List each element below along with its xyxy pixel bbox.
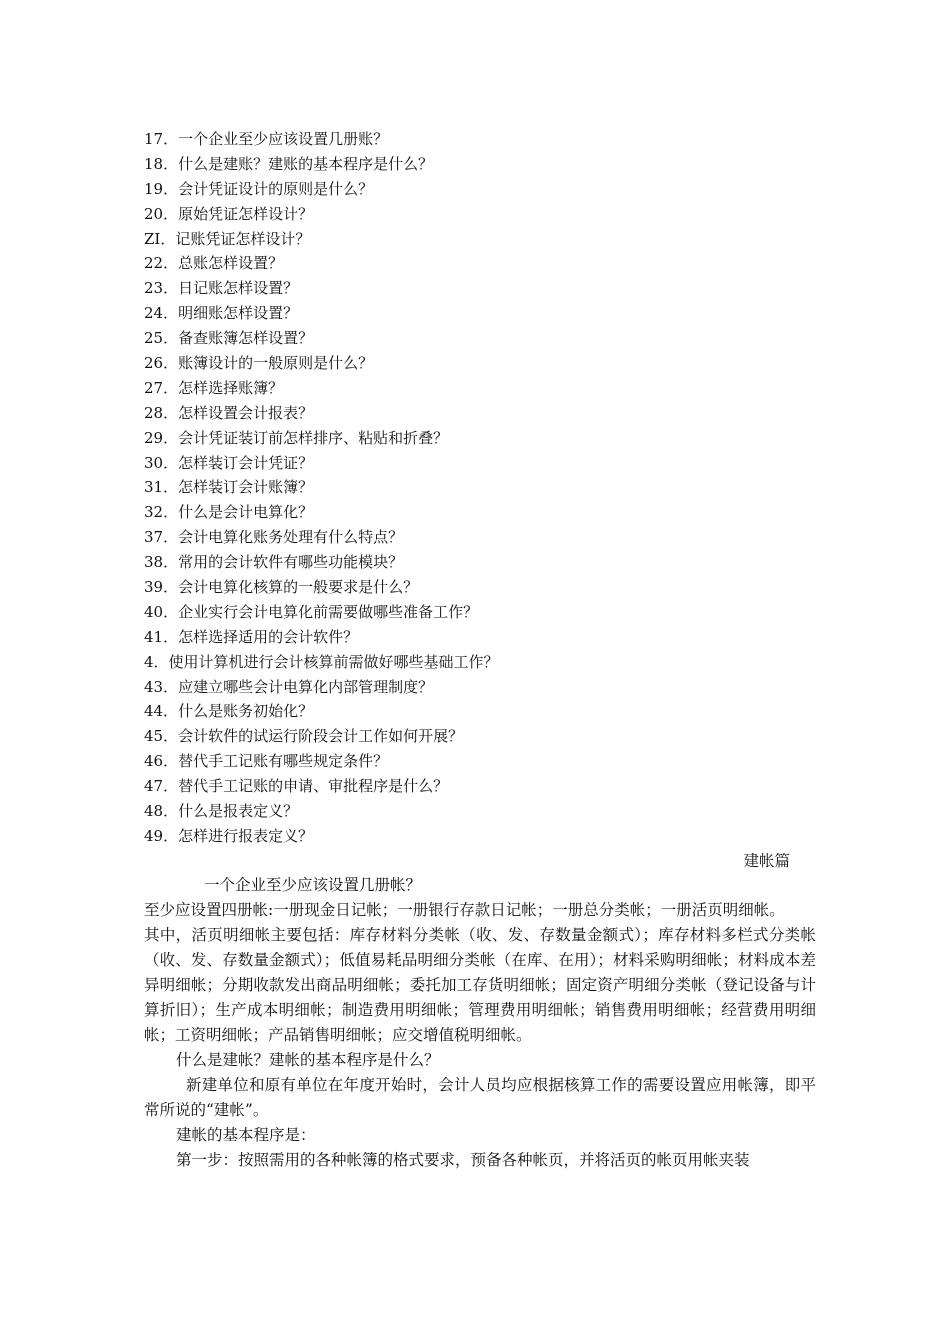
question-item: 20．原始凭证怎样设计？ <box>144 204 314 223</box>
question-item: 39．会计电算化核算的一般要求是什么？ <box>144 578 419 597</box>
question-heading: 一个企业至少应该设置几册帐？ <box>204 876 422 894</box>
question-item: 37．会计电算化账务处理有什么特点？ <box>144 528 404 547</box>
answer-paragraph: 至少应设置四册帐:一册现金日记帐；一册银行存款日记帐；一册总分类帐；一册活页明细帐。 <box>144 901 785 919</box>
step-paragraph: 第一步：按照需用的各种帐簿的格式要求，预备各种帐页，并将活页的帐页用帐夹装 <box>176 1151 750 1169</box>
question-item: 23．日记账怎样设置？ <box>144 279 299 298</box>
answer-paragraph: 新建单位和原有单位在年度开始时，会计人员均应根据核算工作的需要设置应用帐簿，即平常所说的“建帐”。 <box>144 1076 816 1119</box>
section-body <box>144 873 816 1173</box>
question-item: ZI．记账凭证怎样设计？ <box>144 229 311 248</box>
question-item: 46．替代手工记账有哪些规定条件？ <box>144 752 389 771</box>
question-item: 47．替代手工记账的申请、审批程序是什么？ <box>144 777 449 796</box>
answer-detail-paragraph: 其中，活页明细帐主要包括：库存材料分类帐（收、发、存数量金额式）；库存材料多栏式分类帐（收、发、存数量金额式）；低值易耗品明细分类帐（在库、在用）；材料采购明细帐；材料成本差异明细帐；分期收款发出商品明细帐；委托加工存货明细帐；固定资产明细分类帐（登记设备与计算折旧）；生产成本明细帐；制造费用明细帐；管理费用明细帐；销售费用明细帐；经营费用明细帐；工资明细帐；产品销售明细帐；应交增值税明细帐。 <box>144 926 816 1044</box>
question-item: 4．使用计算机进行会计核算前需做好哪些基础工作？ <box>144 652 499 671</box>
question-item: 48．什么是报表定义？ <box>144 802 299 821</box>
section-title: 建帐篇 <box>743 852 790 870</box>
question-item: 45．会计软件的试运行阶段会计工作如何开展？ <box>144 727 464 746</box>
question-item: 44．什么是账务初始化？ <box>144 702 314 721</box>
sub-heading: 建帐的基本程序是： <box>176 1126 316 1144</box>
question-item: 49．怎样进行报表定义？ <box>144 826 314 845</box>
question-item: 24．明细账怎样设置？ <box>144 304 299 323</box>
question-heading: 什么是建帐？建帐的基本程序是什么？ <box>176 1051 440 1069</box>
question-item: 25．备查账簿怎样设置？ <box>144 329 314 348</box>
question-list <box>144 127 824 849</box>
question-item: 30．怎样装订会计凭证？ <box>144 453 314 472</box>
question-item: 38．常用的会计软件有哪些功能模块？ <box>144 553 404 572</box>
question-item: 31．怎样装订会计账簿？ <box>144 478 314 497</box>
question-item: 17．一个企业至少应该设置几册账？ <box>144 130 389 148</box>
question-item: 18．什么是建账？建账的基本程序是什么？ <box>144 154 434 173</box>
question-item: 29．会计凭证装订前怎样排序、粘贴和折叠？ <box>144 428 449 447</box>
question-item: 28．怎样设置会计报表？ <box>144 403 314 422</box>
question-item: 40．企业实行会计电算化前需要做哪些准备工作？ <box>144 602 479 621</box>
question-item: 32．什么是会计电算化？ <box>144 503 314 522</box>
question-item: 26．账簿设计的一般原则是什么？ <box>144 354 374 373</box>
question-item: 27．怎样选择账簿？ <box>144 378 284 397</box>
question-item: 43．应建立哪些会计电算化内部管理制度？ <box>144 677 434 696</box>
question-item: 22．总账怎样设置？ <box>144 254 284 273</box>
question-item: 41．怎样选择适用的会计软件？ <box>144 627 359 646</box>
question-item: 19．会计凭证设计的原则是什么？ <box>144 179 374 198</box>
